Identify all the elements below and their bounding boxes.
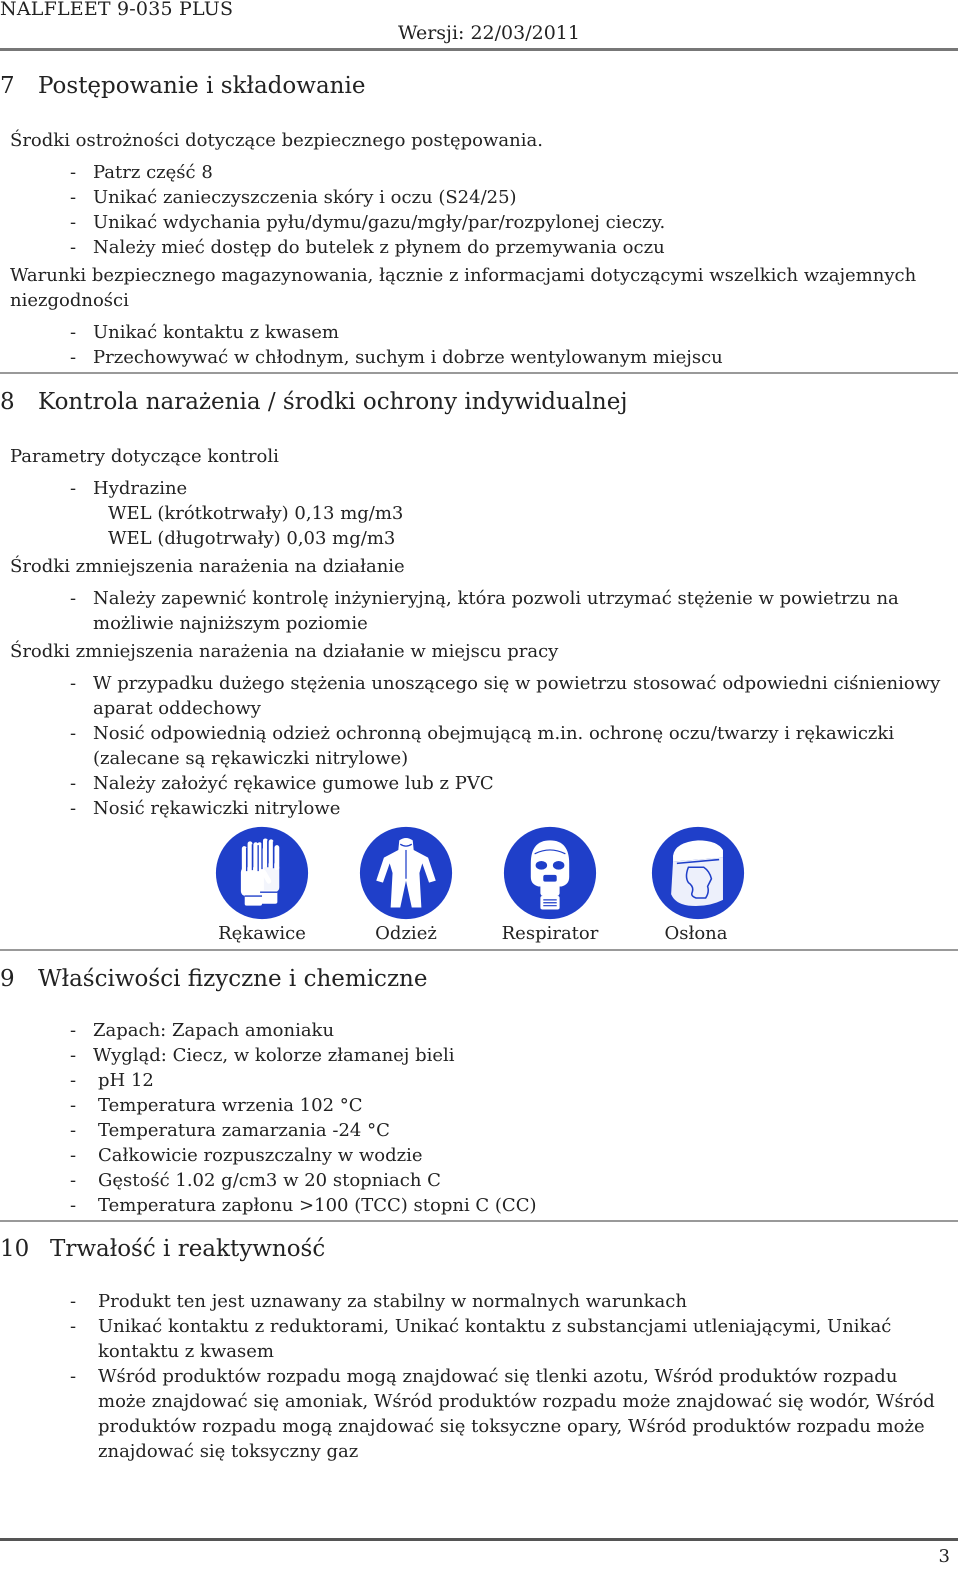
section-divider [0,949,958,951]
protective-suit-icon [358,825,454,921]
gloves-icon [214,825,310,921]
list-item: - Unikać zanieczyszczenia skóry i oczu (S24/25) [0,185,950,210]
list-item: - Należy mieć dostęp do butelek z płynem do przemywania oczu [0,235,950,260]
section-number: 9 [0,966,15,992]
header-divider [0,48,958,51]
section-divider [0,372,958,374]
list-item: - Temperatura zamarzania -24 °C [0,1118,950,1143]
list-item: - Zapach: Zapach amoniaku [0,1018,950,1043]
paragraph: Środki zmniejszenia narażenia na działanie [10,556,405,577]
section-9-heading [0,966,427,992]
list-item: - Temperatura zapłonu >100 (TCC) stopni C (CC) [0,1193,950,1218]
paragraph: Warunki bezpiecznego magazynowania, łącznie z informacjami dotyczącymi wszelkich wzajemnych niezgodności [10,265,917,311]
section-title: Kontrola narażenia / środki ochrony indywidualnej [38,389,628,415]
section-10-body [0,1289,950,1464]
section-9-body [0,1018,950,1218]
list-item: - Nosić odpowiednią odzież ochronną obejmującą m.in. ochronę oczu/twarzy i rękawiczki (zalecane są rękawiczki nitrylowe) [0,721,950,771]
section-title: Właściwości fizyczne i chemiczne [38,966,428,992]
list-item: - Unikać kontaktu z reduktorami, Unikać kontaktu z substancjami utleniającymi, Unikać kontaktu z kwasem [0,1314,950,1364]
version-date: Wersji: 22/03/2011 [398,22,580,44]
wel-short-term: WEL (krótkotrwały) 0,13 mg/m3 [108,503,404,524]
list-item: - Unikać wdychania pyłu/dymu/gazu/mgły/par/rozpylonej cieczy. [0,210,950,235]
section-8-body [0,444,950,821]
section-title: Postępowanie i składowanie [38,73,366,99]
face-shield-icon [650,825,746,921]
list-item: - W przypadku dużego stężenia unoszącego się w powietrzu stosować odpowiedni ciśnieniowy aparat oddechowy [0,671,950,721]
section-number: 8 [0,389,15,415]
list-item: - Przechowywać w chłodnym, suchym i dobrze wentylowanym miejscu [0,345,950,370]
list-item: - Wygląd: Ciecz, w kolorze złamanej bieli [0,1043,950,1068]
list-item: - Patrz część 8 [0,160,950,185]
list-item: - Nosić rękawiczki nitrylowe [0,796,950,821]
paragraph: Środki ostrożności dotyczące bezpiecznego postępowania. [10,130,543,151]
list-item: - Gęstość 1.02 g/cm3 w 20 stopniach C [0,1168,950,1193]
list-item: - Produkt ten jest uznawany za stabilny w normalnych warunkach [0,1289,950,1314]
paragraph: Parametry dotyczące kontroli [10,446,279,467]
respirator-icon [502,825,598,921]
list-item: - Całkowicie rozpuszczalny w wodzie [0,1143,950,1168]
wel-long-term: WEL (długotrwały) 0,03 mg/m3 [108,528,396,549]
product-name: NALFLEET 9-035 PLUS [0,0,234,20]
list-item: - Należy zapewnić kontrolę inżynieryjną, która pozwoli utrzymać stężenie w powietrzu na możliwie najniższym poziomie [0,586,950,636]
ppe-label: Osłona [664,923,728,944]
section-number: 10 [0,1236,30,1262]
list-item: - Należy założyć rękawice gumowe lub z PVC [0,771,950,796]
section-divider [0,1220,958,1222]
ppe-label: Rękawice [218,923,306,944]
list-item: - Unikać kontaktu z kwasem [0,320,950,345]
section-7-body [0,128,950,370]
ppe-label: Respirator [501,923,599,944]
list-item: - Wśród produktów rozpadu mogą znajdować się tlenki azotu, Wśród produktów rozpadu może znajdować się amoniak, Wśród produktów rozpadu może znajdować się wodór, Wśród produktów rozpadu mogą znajdować się toksyczne opary, Wśród produktów rozpadu może znajdować się toksyczny gaz [0,1364,950,1464]
section-7-heading [0,73,365,99]
list-item: - Temperatura wrzenia 102 °C [0,1093,950,1118]
paragraph: Środki zmniejszenia narażenia na działanie w miejscu pracy [10,641,559,662]
ppe-icons [0,825,960,950]
list-item: - Hydrazine [0,476,950,501]
section-number: 7 [0,73,15,99]
section-title: Trwałość i reaktywność [50,1236,326,1262]
footer-divider [0,1538,958,1541]
section-10-heading [0,1236,325,1262]
section-8-heading [0,389,627,415]
page-number: 3 [938,1546,950,1567]
ppe-label: Odzież [375,923,437,944]
list-item: - pH 12 [0,1068,950,1093]
